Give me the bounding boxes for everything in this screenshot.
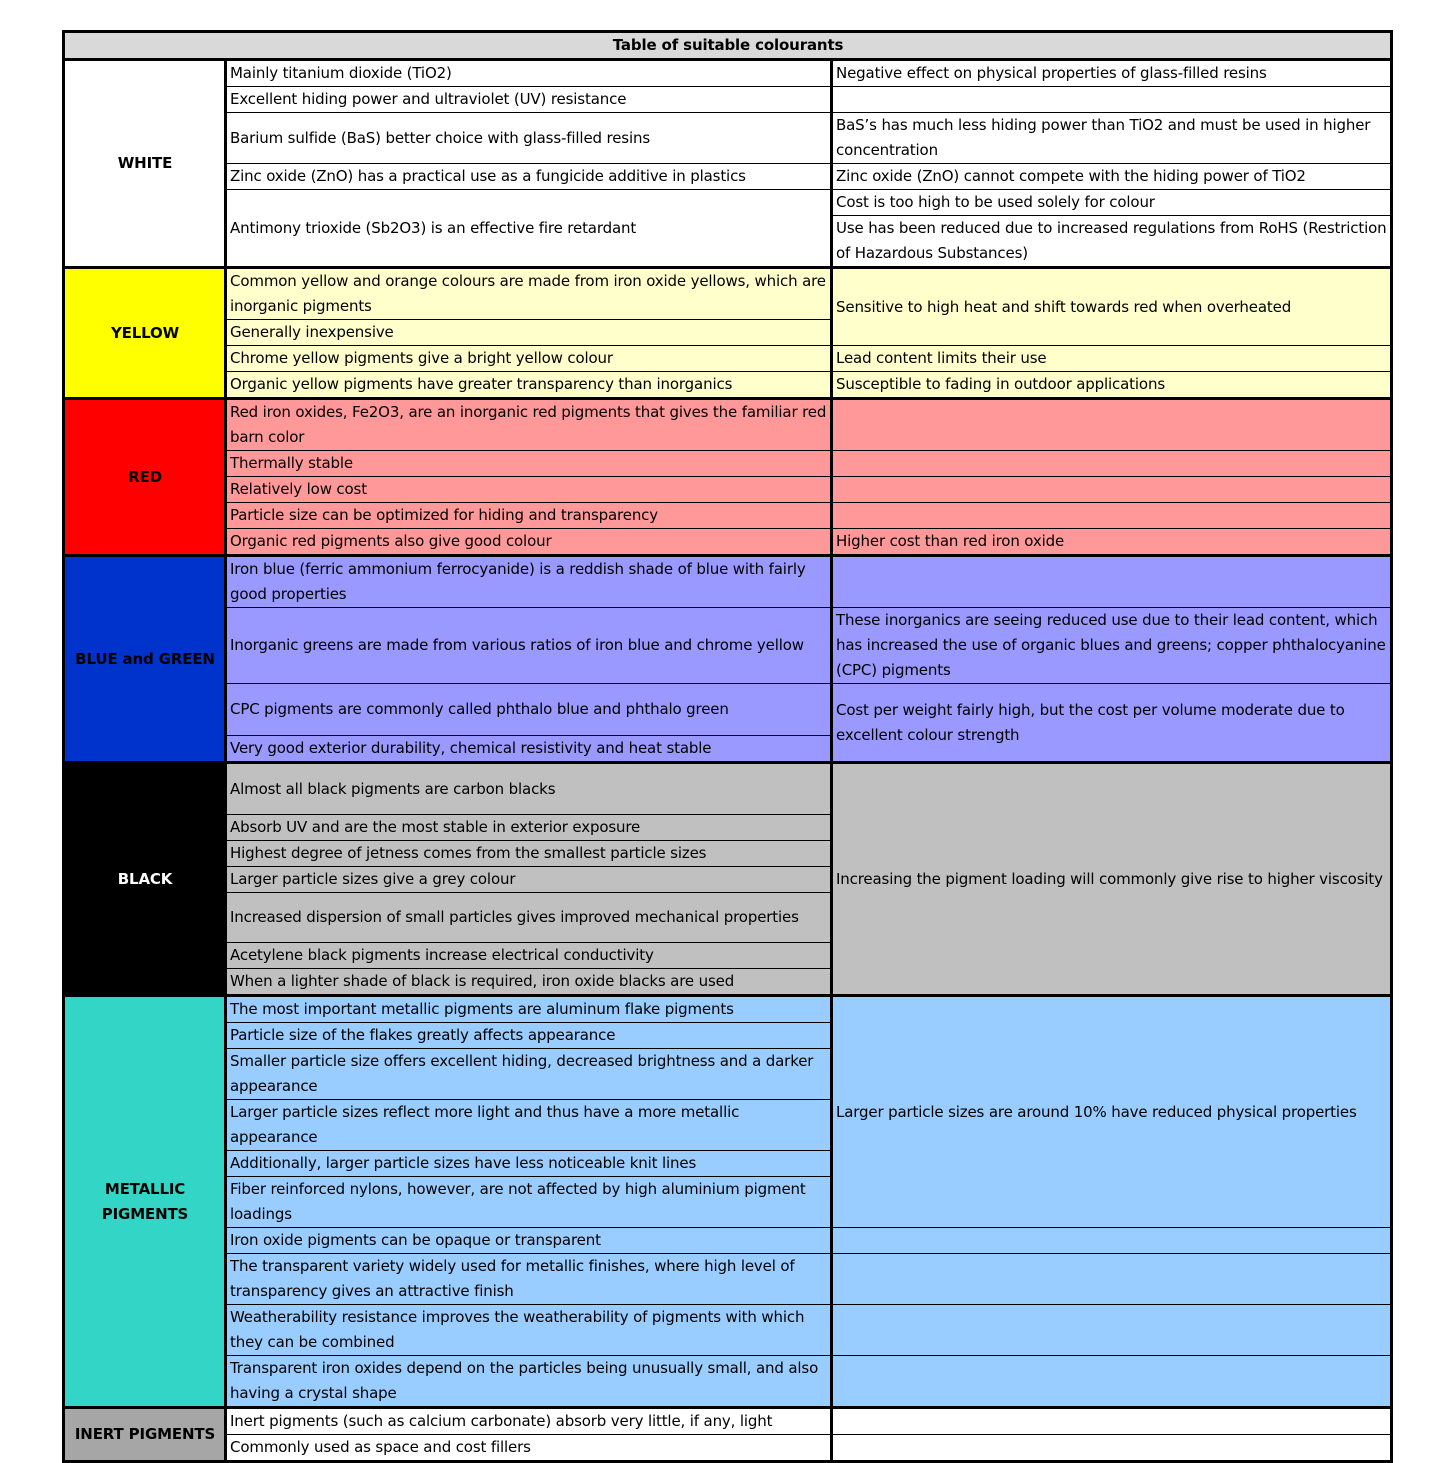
property-cell: Zinc oxide (ZnO) has a practical use as a fungicide additive in plastics: [226, 164, 832, 190]
category-label: WHITE: [64, 60, 226, 268]
note-cell: [832, 556, 1392, 608]
property-cell: Absorb UV and are the most stable in exterior exposure: [226, 815, 832, 841]
table-row: [64, 190, 1392, 216]
table-row: [64, 399, 1392, 451]
property-cell: CPC pigments are commonly called phthalo blue and phthalo green: [226, 684, 832, 736]
note-cell: [832, 87, 1392, 113]
table-row: [64, 503, 1392, 529]
note-cell: [832, 399, 1392, 451]
note-cell: Sensitive to high heat and shift towards red when overheated: [832, 268, 1392, 346]
note-cell: Lead content limits their use: [832, 346, 1392, 372]
table-row: [64, 996, 1392, 1023]
table-row: [64, 1305, 1392, 1356]
table-row: [64, 60, 1392, 87]
property-cell: Almost all black pigments are carbon blacks: [226, 763, 832, 815]
note-cell: [832, 1356, 1392, 1408]
note-cell: [832, 1305, 1392, 1356]
table-row: [64, 608, 1392, 684]
property-cell: Transparent iron oxides depend on the particles being unusually small, and also having a crystal shape: [226, 1356, 832, 1408]
table-row: [64, 451, 1392, 477]
table-row: [64, 684, 1392, 736]
property-cell: Weatherability resistance improves the weatherability of pigments with which they can be combined: [226, 1305, 832, 1356]
table-row: [64, 477, 1392, 503]
property-cell: Common yellow and orange colours are made from iron oxide yellows, which are inorganic pigments: [226, 268, 832, 320]
property-cell: The transparent variety widely used for metallic finishes, where high level of transparency gives an attractive finish: [226, 1254, 832, 1305]
property-cell: Antimony trioxide (Sb2O3) is an effective fire retardant: [226, 190, 832, 268]
property-cell: Very good exterior durability, chemical resistivity and heat stable: [226, 736, 832, 763]
property-cell: When a lighter shade of black is required, iron oxide blacks are used: [226, 969, 832, 996]
property-cell: Inorganic greens are made from various ratios of iron blue and chrome yellow: [226, 608, 832, 684]
property-cell: Relatively low cost: [226, 477, 832, 503]
note-cell: Use has been reduced due to increased regulations from RoHS (Restriction of Hazardous Substances): [832, 216, 1392, 268]
property-cell: Particle size can be optimized for hiding and transparency: [226, 503, 832, 529]
property-cell: Barium sulfide (BaS) better choice with glass-filled resins: [226, 113, 832, 164]
property-cell: Organic red pigments also give good colour: [226, 529, 832, 556]
table-row: [64, 87, 1392, 113]
note-cell: [832, 1408, 1392, 1435]
note-cell: [832, 1435, 1392, 1462]
property-cell: Larger particle sizes give a grey colour: [226, 867, 832, 893]
category-label: BLUE and GREEN: [64, 556, 226, 763]
property-cell: Mainly titanium dioxide (TiO2): [226, 60, 832, 87]
category-label: RED: [64, 399, 226, 556]
property-cell: Inert pigments (such as calcium carbonate) absorb very little, if any, light: [226, 1408, 832, 1435]
property-cell: Iron oxide pigments can be opaque or transparent: [226, 1228, 832, 1254]
property-cell: Additionally, larger particle sizes have less noticeable knit lines: [226, 1151, 832, 1177]
property-cell: Iron blue (ferric ammonium ferrocyanide) is a reddish shade of blue with fairly good properties: [226, 556, 832, 608]
category-label: METALLIC PIGMENTS: [64, 996, 226, 1408]
property-cell: Thermally stable: [226, 451, 832, 477]
property-cell: Particle size of the flakes greatly affects appearance: [226, 1023, 832, 1049]
table-body: [64, 60, 1392, 1462]
note-cell: Cost per weight fairly high, but the cost per volume moderate due to excellent colour strength: [832, 684, 1392, 763]
note-cell: Negative effect on physical properties of glass-filled resins: [832, 60, 1392, 87]
note-cell: [832, 477, 1392, 503]
property-cell: Increased dispersion of small particles gives improved mechanical properties: [226, 893, 832, 943]
table-row: [64, 1408, 1392, 1435]
property-cell: Red iron oxides, Fe2O3, are an inorganic red pigments that gives the familiar red barn color: [226, 399, 832, 451]
property-cell: Commonly used as space and cost fillers: [226, 1435, 832, 1462]
table-row: [64, 556, 1392, 608]
property-cell: Highest degree of jetness comes from the smallest particle sizes: [226, 841, 832, 867]
note-cell: Susceptible to fading in outdoor applications: [832, 372, 1392, 399]
title-row: [64, 32, 1392, 60]
note-cell: Higher cost than red iron oxide: [832, 529, 1392, 556]
property-cell: Excellent hiding power and ultraviolet (UV) resistance: [226, 87, 832, 113]
note-cell: [832, 503, 1392, 529]
table-row: [64, 1356, 1392, 1408]
property-cell: The most important metallic pigments are aluminum flake pigments: [226, 996, 832, 1023]
property-cell: Organic yellow pigments have greater transparency than inorganics: [226, 372, 832, 399]
property-cell: Chrome yellow pigments give a bright yellow colour: [226, 346, 832, 372]
category-label: INERT PIGMENTS: [64, 1408, 226, 1462]
note-cell: Increasing the pigment loading will commonly give rise to higher viscosity: [832, 763, 1392, 996]
table-row: [64, 529, 1392, 556]
property-cell: Generally inexpensive: [226, 320, 832, 346]
property-cell: Fiber reinforced nylons, however, are not affected by high aluminium pigment loadings: [226, 1177, 832, 1228]
colourants-table: [62, 30, 1393, 1463]
category-label: YELLOW: [64, 268, 226, 399]
note-cell: Larger particle sizes are around 10% have reduced physical properties: [832, 996, 1392, 1228]
property-cell: Smaller particle size offers excellent hiding, decreased brightness and a darker appearance: [226, 1049, 832, 1100]
note-cell: [832, 1254, 1392, 1305]
note-cell: These inorganics are seeing reduced use due to their lead content, which has increased the use of organic blues and greens; copper phthalocyanine (CPC) pigments: [832, 608, 1392, 684]
table-title: Table of suitable colourants: [64, 32, 1392, 60]
table-row: [64, 113, 1392, 164]
note-cell: BaS’s has much less hiding power than TiO2 and must be used in higher concentration: [832, 113, 1392, 164]
table-row: [64, 1254, 1392, 1305]
table-row: [64, 346, 1392, 372]
note-cell: Zinc oxide (ZnO) cannot compete with the hiding power of TiO2: [832, 164, 1392, 190]
note-cell: [832, 451, 1392, 477]
note-cell: [832, 1228, 1392, 1254]
category-label: BLACK: [64, 763, 226, 996]
note-cell: Cost is too high to be used solely for colour: [832, 190, 1392, 216]
table-row: [64, 372, 1392, 399]
table-row: [64, 763, 1392, 815]
table-row: [64, 164, 1392, 190]
table-row: [64, 268, 1392, 320]
table-row: [64, 1435, 1392, 1462]
property-cell: Larger particle sizes reflect more light and thus have a more metallic appearance: [226, 1100, 832, 1151]
table-row: [64, 1228, 1392, 1254]
property-cell: Acetylene black pigments increase electrical conductivity: [226, 943, 832, 969]
